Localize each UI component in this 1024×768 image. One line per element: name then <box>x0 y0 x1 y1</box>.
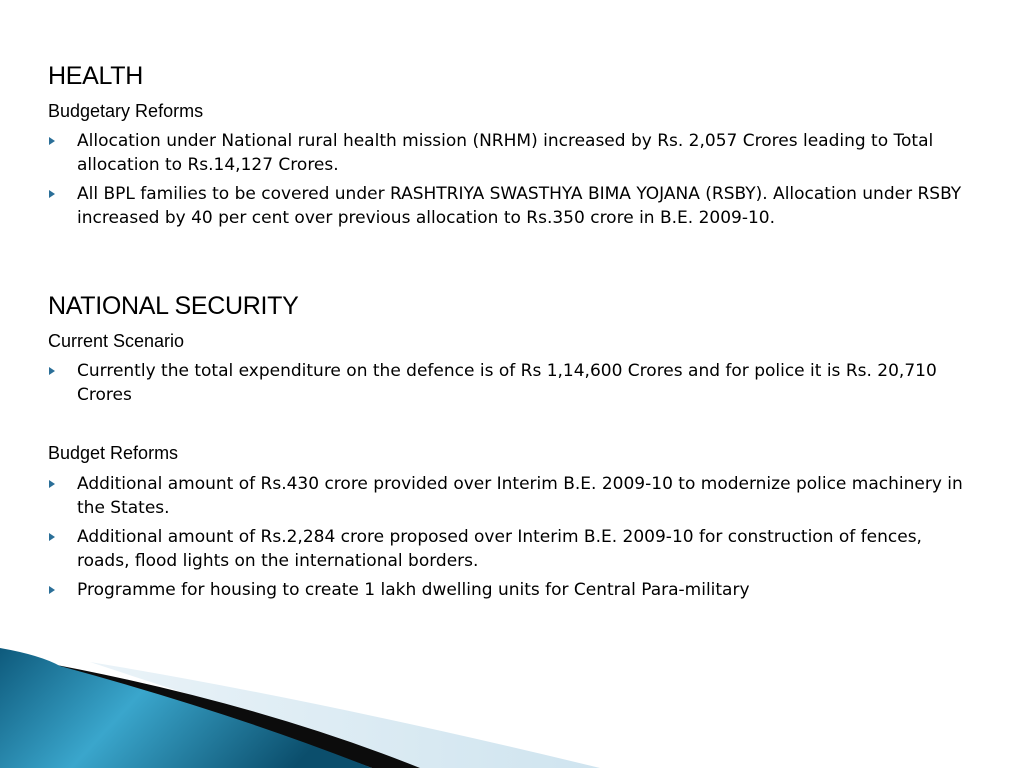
list-item <box>48 182 968 230</box>
bullet-arrow-icon <box>49 533 55 541</box>
budget-reforms <box>48 442 968 464</box>
bullet-arrow-icon <box>49 480 55 488</box>
list-item <box>48 578 968 602</box>
current-scenario <box>48 330 968 352</box>
health-bullet-2-text: All BPL families to be covered under RASHTRIYA SWASTHYA BIMA YOJANA (RSBY). Allocation under RSBY increased by 40 per cent over previous allocation to Rs.350 crore in B.E. 2009-10. <box>77 184 962 228</box>
bullet-arrow-icon <box>49 586 55 594</box>
health-bullet-1-text: Allocation under National rural health mission (NRHM) increased by Rs. 2,057 Crores leading to Total allocation to Rs.14,127 Crores. <box>77 131 934 175</box>
current-scenario-bullet-1-text: Currently the total expenditure on the defence is of Rs 1,14,600 Crores and for police it is Rs. 20,710 Crores <box>77 361 937 405</box>
current-scenario-bullets <box>48 359 968 412</box>
bullet-arrow-icon <box>49 137 55 145</box>
current-scenario-bullet-list <box>48 359 968 407</box>
budget-reforms-bullet-1-text: Additional amount of Rs.430 crore provided over Interim B.E. 2009-10 to modernize police machinery in the States. <box>77 474 963 518</box>
budget-reforms-bullet-3-text: Programme for housing to create 1 lakh dwelling units for Central Para-military <box>77 580 750 600</box>
health-section <box>48 61 968 91</box>
health-bullets <box>48 129 968 235</box>
current-scenario-subheading: Current Scenario <box>48 331 185 351</box>
health-budgetary-reforms <box>48 100 968 122</box>
bullet-arrow-icon <box>49 190 55 198</box>
national-security-section <box>48 291 968 321</box>
list-item <box>48 359 968 407</box>
budget-reforms-bullet-list <box>48 472 968 602</box>
budget-reforms-subheading: Budget Reforms <box>48 443 179 463</box>
list-item <box>48 525 968 573</box>
health-bullet-list <box>48 129 968 230</box>
national-security-heading: NATIONAL SECURITY <box>48 292 299 320</box>
list-item <box>48 472 968 520</box>
list-item <box>48 129 968 177</box>
budget-reforms-bullet-2-text: Additional amount of Rs.2,284 crore proposed over Interim B.E. 2009-10 for construction of fences, roads, flood lights on the international borders. <box>77 527 922 571</box>
health-heading: HEALTH <box>48 62 143 90</box>
health-subheading: Budgetary Reforms <box>48 101 204 121</box>
bullet-arrow-icon <box>49 367 55 375</box>
budget-reforms-bullets <box>48 472 968 607</box>
